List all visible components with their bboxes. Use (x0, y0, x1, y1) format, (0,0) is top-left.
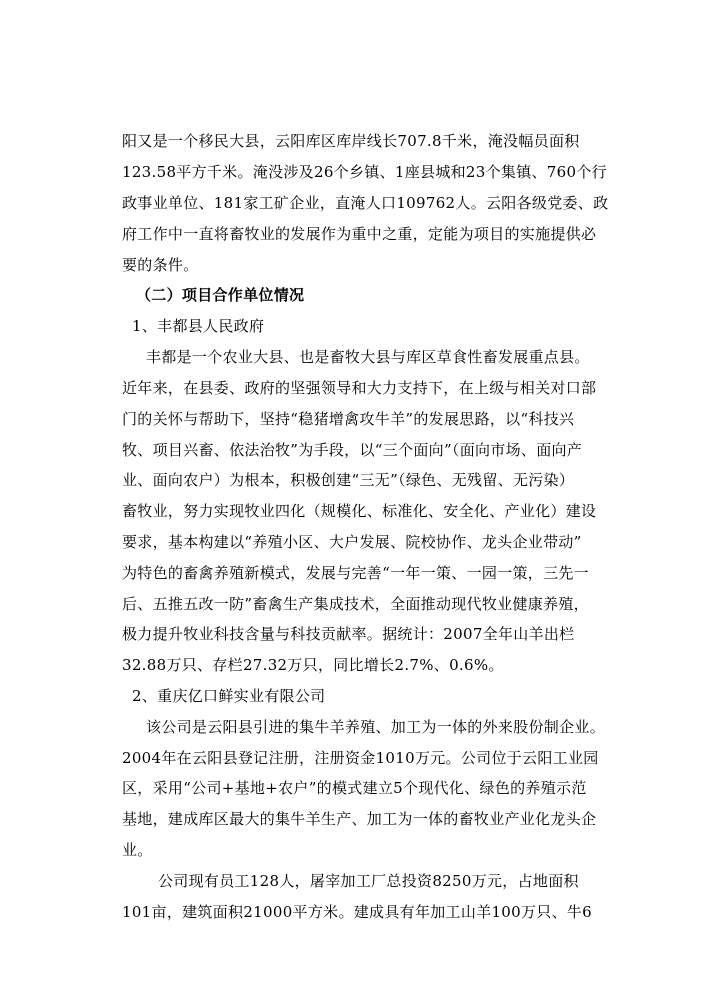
text-line: 公司现有员工128人，屠宰加工厂总投资8250万元，占地面积 (158, 872, 579, 890)
subsection-heading: 1、丰都县人民政府 (132, 317, 265, 335)
text-line: 业。 (122, 841, 153, 859)
subsection-heading: 2、重庆亿口鲜实业有限公司 (132, 687, 326, 705)
text-line: 政事业单位、181家工矿企业，直淹人口109762人。云阳各级党委、政 (122, 194, 609, 212)
text-line: 为特色的畜禽养殖新模式，发展与完善“一年一策、一园一策，三先一 (122, 564, 589, 582)
text-line: 门的关怀与帮助下，坚持“稳猪增禽攻牛羊”的发展思路，以“科技兴 (122, 410, 575, 428)
text-line: 该公司是云阳县引进的集牛羊养殖、加工为一体的外来股份制企业。 (146, 718, 606, 736)
text-line: 2004年在云阳县登记注册，注册资金1010万元。公司位于云阳工业园 (122, 749, 599, 767)
text-line: 丰都是一个农业大县、也是畜牧大县与库区草食性畜发展重点县。 (146, 348, 590, 366)
text-line: 32.88万只、存栏27.32万只，同比增长2.7%、0.6%。 (122, 656, 504, 674)
text-line: 阳又是一个移民大县，云阳库区库岸线长707.8千米，淹没幅员面积 (122, 132, 580, 150)
text-line: 府工作中一直将畜牧业的发展作为重中之重，定能为项目的实施提供必 (122, 225, 597, 243)
text-line: 101亩，建筑面积21000平方米。建成具有年加工山羊100万只、牛6 (122, 903, 593, 921)
text-line: 后、五推五改一防”畜禽生产集成技术，全面推动现代牧业健康养殖， (122, 595, 589, 613)
text-line: 区，采用“公司+基地+农户”的模式建立5个现代化、绿色的养殖示范 (122, 779, 587, 797)
text-line: 近年来，在县委、政府的坚强领导和大力支持下，在上级与相关对口部 (122, 379, 597, 397)
section-heading: （二）项目合作单位情况 (136, 286, 305, 304)
text-line: 要的条件。 (122, 256, 199, 274)
text-line: 极力提升牧业科技含量与科技贡献率。据统计：2007全年山羊出栏 (122, 625, 575, 643)
text-line: 畜牧业，努力实现牧业四化（规模化、标准化、安全化、产业化）建设 (122, 502, 597, 520)
text-line: 要求，基本构建以“养殖小区、大户发展、院校协作、龙头企业带动” (122, 533, 582, 551)
text-line: 123.58平方千米。淹没涉及26个乡镇、1座县城和23个集镇、760个行 (122, 163, 607, 181)
text-line: 牧、项目兴畜、依法治牧”为手段，以“三个面向”（面向市场、面向产 (122, 441, 583, 459)
text-line: 业、面向农户）为根本，积极创建“三无”（绿色、无残留、无污染） (122, 471, 575, 489)
text-line: 基地，建成库区最大的集牛羊生产、加工为一体的畜牧业产业化龙头企 (122, 810, 597, 828)
